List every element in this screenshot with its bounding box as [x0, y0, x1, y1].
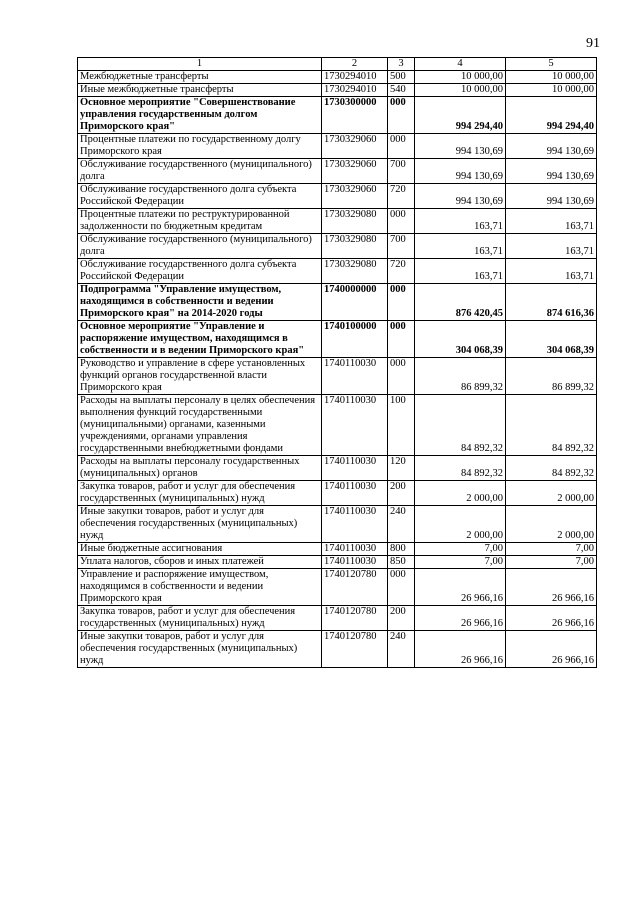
table-row [78, 606, 597, 631]
row-vr-cell: 000 [388, 321, 415, 358]
row-value-1-cell: 10 000,00 [415, 84, 506, 97]
row-code-cell: 1740110030 [322, 481, 388, 506]
row-value-2-cell: 10 000,00 [506, 71, 597, 84]
row-code-cell: 1740110030 [322, 395, 388, 456]
row-code-cell: 1740110030 [322, 456, 388, 481]
row-name-cell: Основное мероприятие "Управление и распоряжение имуществом, находящимся в собственности и в ведении Приморского края" [78, 321, 322, 358]
row-name-cell: Обслуживание государственного долга субъекта Российской Федерации [78, 259, 322, 284]
row-name-cell: Обслуживание государственного долга субъекта Российской Федерации [78, 184, 322, 209]
row-value-1-cell: 10 000,00 [415, 71, 506, 84]
row-code-cell: 1730329080 [322, 259, 388, 284]
table-row [78, 556, 597, 569]
row-name-cell: Обслуживание государственного (муниципального) долга [78, 159, 322, 184]
table-row [78, 569, 597, 606]
row-value-2-cell: 10 000,00 [506, 84, 597, 97]
row-value-2-cell: 2 000,00 [506, 506, 597, 543]
row-name-cell: Закупка товаров, работ и услуг для обеспечения государственных (муниципальных) нужд [78, 606, 322, 631]
row-value-1-cell: 994 294,40 [415, 97, 506, 134]
row-code-cell: 1740110030 [322, 358, 388, 395]
row-vr-cell: 240 [388, 631, 415, 668]
row-code-cell: 1730294010 [322, 84, 388, 97]
row-code-cell: 1740120780 [322, 569, 388, 606]
row-name-cell: Иные закупки товаров, работ и услуг для обеспечения государственных (муниципальных) нужд [78, 631, 322, 668]
row-value-1-cell: 163,71 [415, 209, 506, 234]
row-code-cell: 1730329060 [322, 184, 388, 209]
row-vr-cell: 700 [388, 234, 415, 259]
row-code-cell: 1740120780 [322, 631, 388, 668]
row-vr-cell: 000 [388, 209, 415, 234]
row-vr-cell: 000 [388, 284, 415, 321]
row-vr-cell: 000 [388, 134, 415, 159]
table-row [78, 321, 597, 358]
row-name-cell: Процентные платежи по реструктурированной задолженности по бюджетным кредитам [78, 209, 322, 234]
table-row [78, 631, 597, 668]
column-header-code: 2 [322, 58, 388, 71]
row-code-cell: 1740000000 [322, 284, 388, 321]
row-name-cell: Уплата налогов, сборов и иных платежей [78, 556, 322, 569]
table-row [78, 159, 597, 184]
row-value-2-cell: 874 616,36 [506, 284, 597, 321]
row-vr-cell: 000 [388, 97, 415, 134]
table-row [78, 259, 597, 284]
column-header-value-1: 4 [415, 58, 506, 71]
row-vr-cell: 800 [388, 543, 415, 556]
row-value-1-cell: 84 892,32 [415, 395, 506, 456]
row-name-cell: Процентные платежи по государственному долгу Приморского края [78, 134, 322, 159]
row-value-2-cell: 304 068,39 [506, 321, 597, 358]
row-value-1-cell: 163,71 [415, 234, 506, 259]
row-value-1-cell: 26 966,16 [415, 606, 506, 631]
table-row [78, 506, 597, 543]
row-code-cell: 1730294010 [322, 71, 388, 84]
row-code-cell: 1730329060 [322, 159, 388, 184]
row-value-1-cell: 26 966,16 [415, 631, 506, 668]
table-row [78, 543, 597, 556]
row-vr-cell: 500 [388, 71, 415, 84]
row-vr-cell: 000 [388, 569, 415, 606]
row-value-1-cell: 7,00 [415, 543, 506, 556]
row-value-1-cell: 86 899,32 [415, 358, 506, 395]
row-value-2-cell: 163,71 [506, 259, 597, 284]
row-value-1-cell: 994 130,69 [415, 134, 506, 159]
row-code-cell: 1730329080 [322, 209, 388, 234]
row-name-cell: Основное мероприятие "Совершенствование управления государственным долгом Приморского края" [78, 97, 322, 134]
row-vr-cell: 000 [388, 358, 415, 395]
row-value-1-cell: 7,00 [415, 556, 506, 569]
row-code-cell: 1740110030 [322, 506, 388, 543]
row-vr-cell: 700 [388, 159, 415, 184]
row-value-1-cell: 2 000,00 [415, 481, 506, 506]
row-value-2-cell: 994 130,69 [506, 159, 597, 184]
row-vr-cell: 720 [388, 184, 415, 209]
row-value-2-cell: 7,00 [506, 556, 597, 569]
row-name-cell: Закупка товаров, работ и услуг для обеспечения государственных (муниципальных) нужд [78, 481, 322, 506]
row-code-cell: 1730329080 [322, 234, 388, 259]
row-value-1-cell: 26 966,16 [415, 569, 506, 606]
column-number-row [78, 58, 597, 71]
row-name-cell: Расходы на выплаты персоналу в целях обеспечения выполнения функций государственными (муниципальными) органами, казенными учреждениями, органами управления государственными внебюджетными фондами [78, 395, 322, 456]
row-code-cell: 1740110030 [322, 556, 388, 569]
row-value-1-cell: 994 130,69 [415, 159, 506, 184]
row-value-2-cell: 84 892,32 [506, 456, 597, 481]
row-value-1-cell: 2 000,00 [415, 506, 506, 543]
row-value-1-cell: 876 420,45 [415, 284, 506, 321]
row-name-cell: Подпрограмма "Управление имуществом, находящимся в собственности и ведении Приморского края" на 2014-2020 годы [78, 284, 322, 321]
row-name-cell: Расходы на выплаты персоналу государственных (муниципальных) органов [78, 456, 322, 481]
row-code-cell: 1730329060 [322, 134, 388, 159]
row-value-2-cell: 2 000,00 [506, 481, 597, 506]
row-value-2-cell: 26 966,16 [506, 631, 597, 668]
table-row [78, 395, 597, 456]
table-row [78, 481, 597, 506]
row-code-cell: 1740110030 [322, 543, 388, 556]
row-value-2-cell: 26 966,16 [506, 606, 597, 631]
page-number: 91 [586, 36, 600, 51]
column-header-vr: 3 [388, 58, 415, 71]
row-vr-cell: 850 [388, 556, 415, 569]
row-value-1-cell: 304 068,39 [415, 321, 506, 358]
table-row [78, 84, 597, 97]
table-row [78, 134, 597, 159]
row-vr-cell: 540 [388, 84, 415, 97]
row-vr-cell: 200 [388, 481, 415, 506]
row-vr-cell: 720 [388, 259, 415, 284]
row-value-2-cell: 994 130,69 [506, 184, 597, 209]
row-value-2-cell: 994 130,69 [506, 134, 597, 159]
table-row [78, 209, 597, 234]
row-code-cell: 1740120780 [322, 606, 388, 631]
row-value-2-cell: 84 892,32 [506, 395, 597, 456]
table-row [78, 71, 597, 84]
row-code-cell: 1740100000 [322, 321, 388, 358]
row-name-cell: Управление и распоряжение имуществом, находящимся в собственности и ведении Приморского края [78, 569, 322, 606]
table-row [78, 358, 597, 395]
table-row [78, 284, 597, 321]
row-value-1-cell: 163,71 [415, 259, 506, 284]
row-name-cell: Обслуживание государственного (муниципального) долга [78, 234, 322, 259]
row-vr-cell: 240 [388, 506, 415, 543]
table-row [78, 456, 597, 481]
row-name-cell: Иные закупки товаров, работ и услуг для обеспечения государственных (муниципальных) нужд [78, 506, 322, 543]
row-vr-cell: 120 [388, 456, 415, 481]
column-header-value-2: 5 [506, 58, 597, 71]
row-value-2-cell: 7,00 [506, 543, 597, 556]
row-value-1-cell: 994 130,69 [415, 184, 506, 209]
row-name-cell: Руководство и управление в сфере установленных функций органов государственной власти Приморского края [78, 358, 322, 395]
row-name-cell: Иные межбюджетные трансферты [78, 84, 322, 97]
row-value-2-cell: 86 899,32 [506, 358, 597, 395]
row-vr-cell: 100 [388, 395, 415, 456]
row-code-cell: 1730300000 [322, 97, 388, 134]
table-row [78, 234, 597, 259]
table-row [78, 184, 597, 209]
row-value-2-cell: 163,71 [506, 234, 597, 259]
budget-table [77, 57, 597, 668]
row-value-2-cell: 994 294,40 [506, 97, 597, 134]
row-vr-cell: 200 [388, 606, 415, 631]
row-value-2-cell: 26 966,16 [506, 569, 597, 606]
table-row [78, 97, 597, 134]
row-value-1-cell: 84 892,32 [415, 456, 506, 481]
row-value-2-cell: 163,71 [506, 209, 597, 234]
row-name-cell: Межбюджетные трансферты [78, 71, 322, 84]
row-name-cell: Иные бюджетные ассигнования [78, 543, 322, 556]
column-header-name: 1 [78, 58, 322, 71]
